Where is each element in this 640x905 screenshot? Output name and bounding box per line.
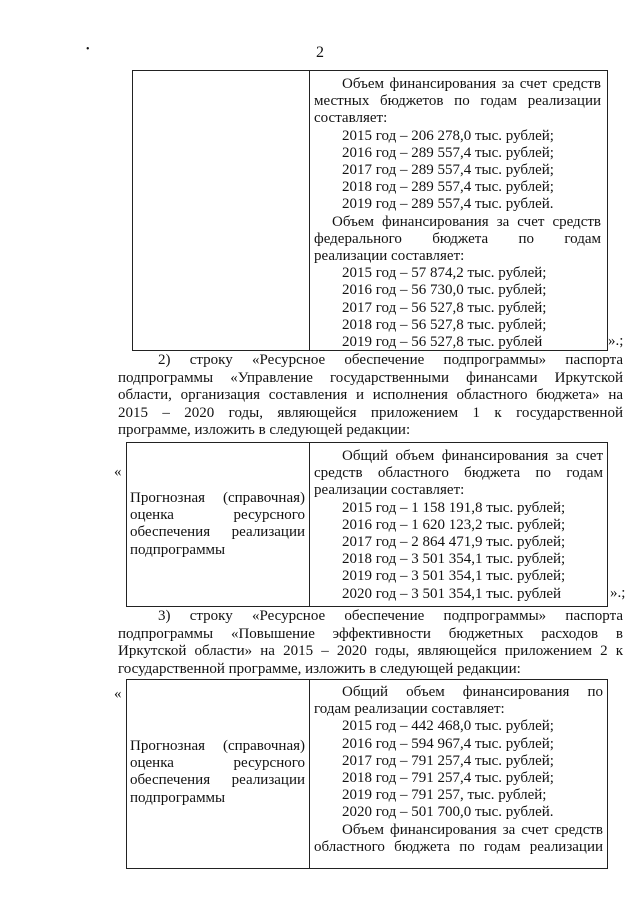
table3-left-line: оценка ресурсного: [130, 755, 305, 772]
paragraph-line: 3) строку «Ресурсное обеспечение подпрограммы» паспорта: [158, 608, 623, 624]
table2-left-line: Прогнозная (справочная): [130, 490, 305, 506]
column-divider: [309, 443, 310, 606]
paragraph-line: Иркутской области» на 2015 – 2020 годы, являющейся приложением 2 к: [118, 643, 623, 659]
table3-right-line: 2017 год – 791 257,4 тыс. рублей;: [342, 752, 554, 769]
closing-quote: ».;: [608, 333, 624, 349]
column-divider: [309, 680, 310, 868]
table1-line: 2015 год – 206 278,0 тыс. рублей;: [342, 127, 554, 144]
paragraph-line: подпрограммы «Повышение эффективности бюджетных расходов в: [118, 625, 623, 642]
table1-line: 2016 год – 289 557,4 тыс. рублей;: [342, 144, 554, 161]
table2-right-line: средств областного бюджета по годам: [314, 465, 603, 482]
column-divider: [309, 71, 310, 350]
closing-quote: ».;: [610, 585, 626, 601]
opening-quote: «: [114, 686, 122, 702]
table1-line: Объем финансирования за счет средств: [342, 76, 601, 92]
table2-right-line: 2018 год – 3 501 354,1 тыс. рублей;: [342, 551, 566, 568]
table3-right-line: 2016 год – 594 967,4 тыс. рублей;: [342, 735, 554, 752]
table3-left-line: обеспечения реализации: [130, 772, 305, 789]
table2-right-line: 2017 год – 2 864 471,9 тыс. рублей;: [342, 534, 566, 551]
page-number: 2: [316, 44, 324, 61]
table3-right-line: 2018 год – 791 257,4 тыс. рублей;: [342, 770, 554, 787]
table2-right-line: 2019 год – 3 501 354,1 тыс. рублей;: [342, 568, 566, 585]
table1-line: Объем финансирования за счет средств: [332, 213, 601, 230]
table3-right-line: 2019 год – 791 257, тыс. рублей;: [342, 787, 547, 804]
table1-line: 2019 год – 56 527,8 тыс. рублей: [342, 334, 543, 351]
table1-line: местных бюджетов по годам реализации: [314, 93, 601, 110]
paragraph-line: подпрограммы «Управление государственными финансами Иркутской: [118, 369, 623, 386]
table3-left-line: подпрограммы: [130, 789, 226, 806]
paragraph-line: 2) строку «Ресурсное обеспечение подпрограммы» паспорта: [158, 352, 623, 368]
table1-line: федерального бюджета по годам: [314, 230, 601, 247]
stray-mark: •: [86, 44, 90, 55]
table1-line: 2017 год – 289 557,4 тыс. рублей;: [342, 162, 554, 179]
table3-right-line: областного бюджета по годам реализации: [314, 838, 603, 855]
table1-line: 2018 год – 289 557,4 тыс. рублей;: [342, 179, 554, 196]
opening-quote: «: [114, 464, 122, 480]
paragraph-line: 2015 – 2020 годы, являющейся приложением 1 к государственной: [118, 404, 623, 421]
table3-right-line: годам реализации составляет:: [314, 701, 505, 718]
table3-right-line: Общий объем финансирования по: [342, 684, 603, 700]
table1-text: [314, 76, 601, 351]
table1-line: 2016 год – 56 730,0 тыс. рублей;: [342, 282, 547, 299]
table1-line: 2019 год – 289 557,4 тыс. рублей.: [342, 196, 554, 213]
table1-line: составляет:: [314, 110, 388, 127]
table1-line: реализации составляет:: [314, 248, 465, 265]
table2-right-text: [314, 448, 603, 603]
table2-left-line: подпрограммы: [130, 541, 226, 558]
table2-right-line: реализации составляет:: [314, 482, 465, 499]
paragraph-line: программе, изложить в следующей редакции:: [118, 422, 411, 438]
table1-line: 2015 год – 57 874,2 тыс. рублей;: [342, 265, 547, 282]
table3-left-line: Прогнозная (справочная): [130, 738, 305, 754]
paragraph-line: области, организация составления и исполнения областного бюджета» на: [118, 387, 623, 403]
table2-right-line: 2020 год – 3 501 354,1 тыс. рублей: [342, 585, 562, 602]
table2-right-line: 2015 год – 1 158 191,8 тыс. рублей;: [342, 499, 566, 516]
table2-left-line: оценка ресурсного: [130, 507, 305, 524]
paragraph-item-3: [118, 608, 623, 678]
table1-line: 2017 год – 56 527,8 тыс. рублей;: [342, 299, 547, 316]
table2-left-label: [130, 490, 305, 559]
table3-right-line: 2020 год – 501 700,0 тыс. рублей.: [342, 804, 554, 821]
paragraph-line: государственной программе, изложить в следующей редакции:: [118, 660, 521, 677]
table2-right-line: Общий объем финансирования за счет: [342, 448, 603, 464]
table3-left-label: [130, 738, 305, 807]
table2-right-line: 2016 год – 1 620 123,2 тыс. рублей;: [342, 516, 566, 533]
table3-right-text: [314, 684, 603, 856]
paragraph-item-2: [118, 352, 623, 440]
table1-line: 2018 год – 56 527,8 тыс. рублей;: [342, 316, 547, 333]
table2-left-line: обеспечения реализации: [130, 524, 305, 541]
table3-right-line: Объем финансирования за счет средств: [342, 821, 603, 838]
table3-right-line: 2015 год – 442 468,0 тыс. рублей;: [342, 718, 554, 735]
